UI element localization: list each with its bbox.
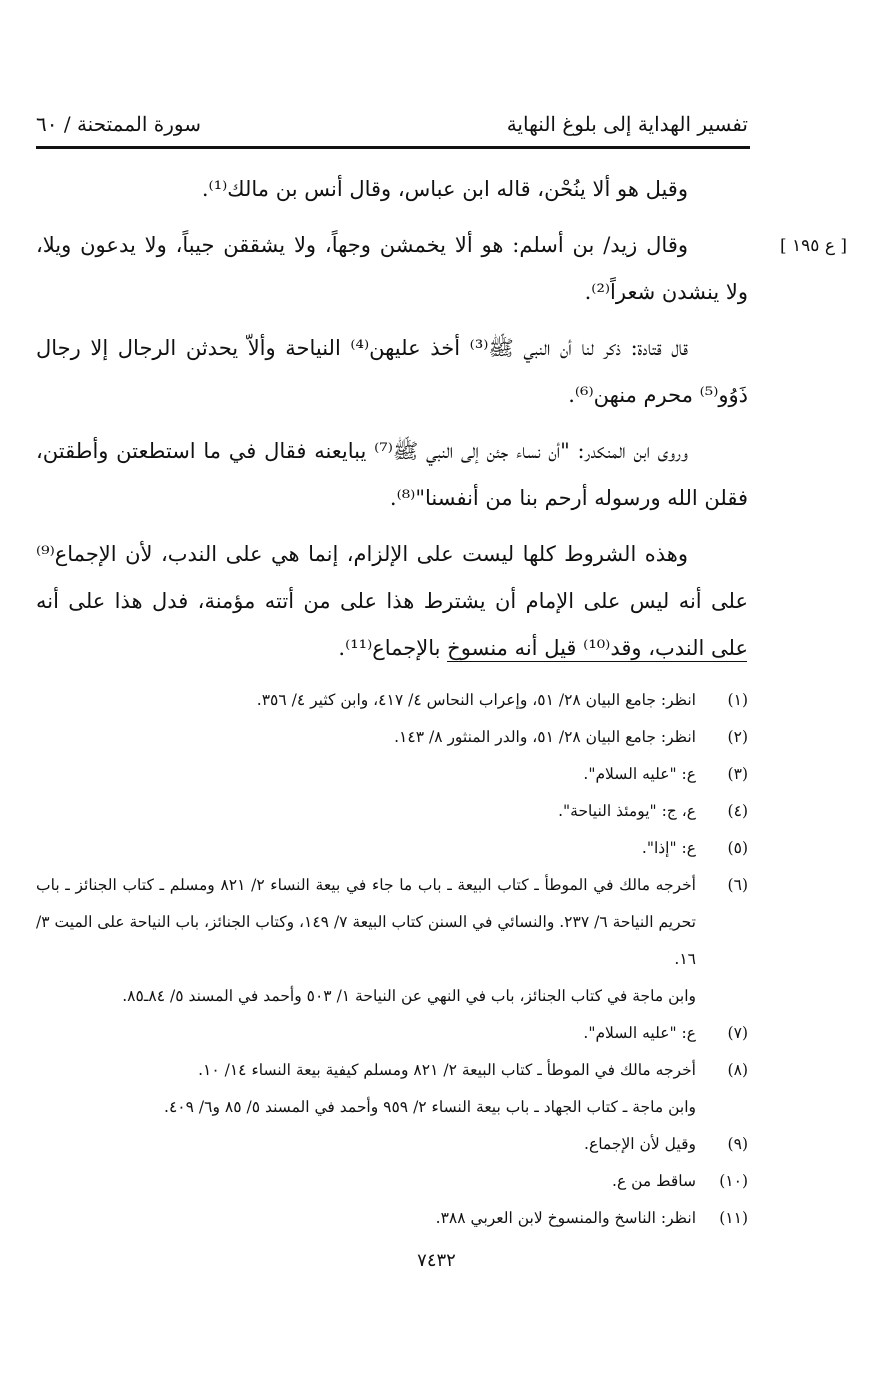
footnote-number: (٤) (727, 802, 748, 820)
running-header (36, 108, 748, 144)
footnote-text: وقيل لأن الإجماع. (584, 1135, 696, 1153)
footnote-number: (٧) (727, 1024, 748, 1042)
footnote-text: أخرجه مالك في الموطأ ـ كتاب البيعة ٢/ ٨٢١ ومسلم كيفية بيعة النساء ١٤/ ١٠. (198, 1061, 696, 1079)
footnote-item (36, 1015, 748, 1052)
footnote-number: (١٠) (719, 1172, 748, 1190)
footnote-number: (١١) (719, 1209, 748, 1227)
footnote-number: (٥) (727, 839, 748, 857)
footnote-text: انظر: جامع البيان ٢٨/ ٥١، وإعراب النحاس ٤/ ٤١٧، وابن كثير ٤/ ٣٥٦. (256, 691, 696, 709)
manuscript-folio-marker: [ ع ١٩٥ ] (780, 236, 848, 256)
paragraph: وقال زيد/ بن أسلم: هو ألا يخمشن وجهاً، ولا يشققن جيباً، ولا يدعون ويلا، ولا ينشدن شعراً⁽²⁾. (36, 233, 748, 304)
footnote-number: (٣) (727, 765, 748, 783)
main-text (36, 166, 748, 681)
footnote-text: انظر: الناسخ والمنسوخ لابن العربي ٣٨٨. (435, 1209, 696, 1227)
surah-label: سورة الممتحنة / ٦٠ (36, 112, 201, 136)
footnote-text: أخرجه مالك في الموطأ ـ كتاب البيعة ـ باب ما جاء في بيعة النساء ٢/ ٨٢١ ومسلم ـ كتاب الجنائز ـ باب تحريم النياحة ٦/ ٢٣٧. والنسائي في السنن كتاب البيعة ٧/ ١٤٩، وكتاب الجنائز، باب النياحة على الميت ٣/ ١٦. (36, 876, 696, 968)
footnote-item (36, 1126, 748, 1163)
footnote-text: ع، ج: "يومئذ النياحة". (558, 802, 696, 820)
footnote-text: ع: "عليه السلام". (583, 1024, 696, 1042)
footnote-continuation: وابن ماجة ـ كتاب الجهاد ـ باب بيعة النساء ٢/ ٩٥٩ وأحمد في المسند ٥/ ٨٥ و٦/ ٤٠٩. (164, 1098, 696, 1116)
footnote-number: (٦) (727, 876, 748, 894)
footnote-text: ساقط من ع. (612, 1172, 696, 1190)
paragraph: وقيل هو ألا ينُحْن، قاله ابن عباس، وقال أنس بن مالك⁽¹⁾. (201, 177, 688, 201)
footnote-item (36, 867, 748, 978)
footnote-continuation: وابن ماجة في كتاب الجنائز، باب في النهي عن النياحة ١/ ٥٠٣ وأحمد في المسند ٥/ ٨٤ـ٨٥. (122, 987, 696, 1005)
footnote-item (36, 682, 748, 719)
footnote-text: انظر: جامع البيان ٢٨/ ٥١، والدر المنثور ٨/ ١٤٣. (394, 728, 696, 746)
footnote-number: (١) (727, 691, 748, 709)
footnote-item (36, 719, 748, 756)
footnote-item (36, 1163, 748, 1200)
footnote-text: ع: "عليه السلام". (583, 765, 696, 783)
paragraph: وهذه الشروط كلها ليست على الإلزام، إنما هي على الندب، لأن الإجماع⁽⁹⁾ على أنه ليس على الإمام أن يشترط هذا على من أتته مؤمنة، فدل هذا على أنه على الندب، وقد⁽¹⁰⁾ قيل أنه منسوخ بالإجماع⁽¹¹⁾. (36, 542, 748, 660)
paragraph: وروى ابن المنكدر: "أن نساء جئن إلى النبي ﷺ⁽⁷⁾ يبايعنه فقال في ما استطعتن وأطقتن، فقلن الله ورسوله أرحم بنا من أنفسنا"⁽⁸⁾. (36, 439, 748, 510)
book-title: تفسير الهداية إلى بلوغ النهاية (506, 112, 748, 136)
footnote-item (36, 830, 748, 867)
footnote-item (36, 756, 748, 793)
footnote-number: (٨) (727, 1061, 748, 1079)
paragraph: قال قتادة: ذكر لنا أن النبي ﷺ⁽³⁾ أخذ عليهن⁽⁴⁾ النياحة وألاّ يحدثن الرجال إلا رجال ذَوُو⁽⁵⁾ محرم منهن⁽⁶⁾. (36, 336, 748, 407)
footnote-number: (٩) (727, 1135, 748, 1153)
header-divider (36, 146, 750, 149)
footnote-item (36, 1200, 748, 1237)
footnote-item (36, 793, 748, 830)
page-number: ٧٤٣٢ (417, 1250, 456, 1271)
footnote-text: ع: "إذا". (641, 839, 696, 857)
footnote-number: (٢) (727, 728, 748, 746)
footnotes (36, 682, 748, 1237)
footnote-divider (447, 661, 747, 662)
footnote-item (36, 1052, 748, 1089)
